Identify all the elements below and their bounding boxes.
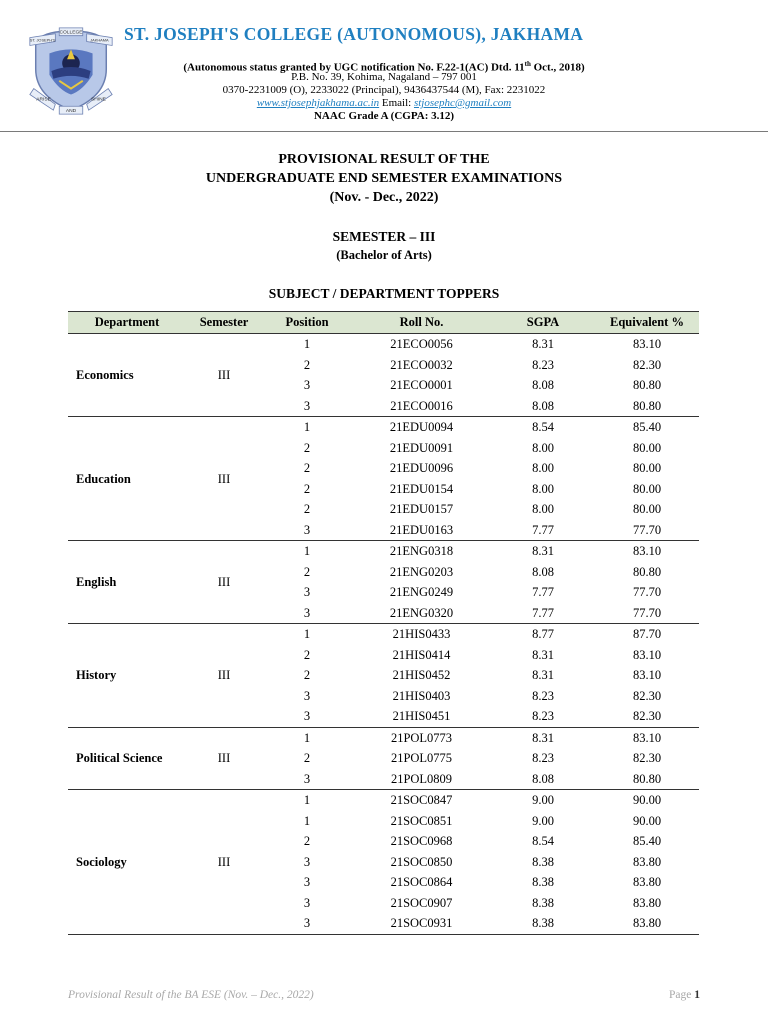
roll-no-cell: 21ENG0203 xyxy=(389,564,454,579)
roll-no-cell: 21POL0773 xyxy=(352,727,491,748)
position-cell: 2 xyxy=(303,440,311,455)
equivalent-cell: 82.30 xyxy=(632,357,662,372)
equivalent-cell: 80.80 xyxy=(632,564,662,579)
sgpa-cell: 8.00 xyxy=(532,481,554,496)
position-cell: 3 xyxy=(303,585,311,600)
roll-no-cell: 21HIS0451 xyxy=(352,706,491,727)
equivalent-cell: 83.80 xyxy=(632,875,662,890)
page-label: Page xyxy=(669,989,695,1001)
address: P.B. No. 39, Kohima, Nagaland – 797 001 xyxy=(291,71,477,83)
roll-no-cell: 21SOC0850 xyxy=(390,854,453,869)
sgpa-cell: 8.31 xyxy=(491,334,595,355)
equivalent-cell: 90.00 xyxy=(632,813,662,828)
autonomous-pre: (Autonomous status granted by UGC notification No. F.22-1(AC) Dtd. 11 xyxy=(183,61,525,74)
semester-cell: III xyxy=(186,334,262,417)
equivalent-cell: 80.00 xyxy=(632,461,662,476)
roll-no-cell: 21SOC0968 xyxy=(390,834,453,849)
equivalent-cell: 80.80 xyxy=(632,378,662,393)
roll-no-cell: 21EDU0094 xyxy=(352,417,491,438)
department-cell: English xyxy=(68,541,186,624)
roll-no-cell: 21EDU0157 xyxy=(389,502,454,517)
equivalent-cell: 80.80 xyxy=(595,769,699,790)
toppers-table xyxy=(68,311,699,935)
sgpa-cell: 8.23 xyxy=(532,751,554,766)
equivalent-cell: 83.10 xyxy=(595,541,699,562)
sgpa-cell: 8.31 xyxy=(491,727,595,748)
equivalent-cell: 87.70 xyxy=(595,624,699,645)
roll-no-cell: 21ENG0320 xyxy=(352,603,491,624)
table-row xyxy=(68,334,699,355)
position-cell: 3 xyxy=(262,913,352,934)
roll-no-cell: 21HIS0452 xyxy=(392,668,451,683)
col-header-department: Department xyxy=(68,312,186,334)
semester-cell: III xyxy=(186,790,262,935)
table-row xyxy=(68,727,699,748)
sgpa-cell: 8.54 xyxy=(491,417,595,438)
website-link[interactable]: www.stjosephjakhama.ac.in xyxy=(256,97,380,109)
logo-label-top: COLLEGE xyxy=(59,30,83,36)
page-number: 1 xyxy=(694,989,700,1001)
position-cell: 3 xyxy=(262,706,352,727)
table-body xyxy=(68,334,699,935)
table-row xyxy=(68,541,699,562)
sgpa-cell: 8.38 xyxy=(532,854,554,869)
position-cell: 2 xyxy=(303,834,311,849)
roll-no-cell: 21SOC0931 xyxy=(352,913,491,934)
position-cell: 3 xyxy=(303,378,311,393)
department-cell: Sociology xyxy=(68,790,186,935)
sgpa-cell: 8.31 xyxy=(491,541,595,562)
header-divider xyxy=(0,131,768,132)
sgpa-cell: 8.23 xyxy=(491,706,595,727)
department-cell: Political Science xyxy=(68,727,186,790)
semester-cell: III xyxy=(186,417,262,541)
autonomous-post: Oct., 2018) xyxy=(530,61,585,74)
title-line-1: PROVISIONAL RESULT OF THE xyxy=(278,152,490,167)
sgpa-cell: 8.38 xyxy=(532,875,554,890)
position-cell: 3 xyxy=(262,396,352,417)
position-cell: 1 xyxy=(262,624,352,645)
department-cell: Economics xyxy=(68,334,186,417)
position-cell: 2 xyxy=(303,502,311,517)
roll-no-cell: 21HIS0403 xyxy=(392,688,451,703)
equivalent-cell: 83.10 xyxy=(632,668,662,683)
position-cell: 2 xyxy=(303,481,311,496)
roll-no-cell: 21ECO0016 xyxy=(352,396,491,417)
sgpa-cell: 8.38 xyxy=(532,895,554,910)
roll-no-cell: 21HIS0414 xyxy=(392,647,451,662)
roll-no-cell: 21ENG0318 xyxy=(352,541,491,562)
sgpa-cell: 8.00 xyxy=(532,502,554,517)
position-cell: 1 xyxy=(262,541,352,562)
department-cell: Education xyxy=(68,417,186,541)
position-cell: 1 xyxy=(262,334,352,355)
roll-no-cell: 21SOC0864 xyxy=(390,875,453,890)
position-cell: 1 xyxy=(262,417,352,438)
email-link[interactable]: stjosephc@gmail.com xyxy=(413,97,512,109)
roll-no-cell: 21EDU0163 xyxy=(352,520,491,541)
semester-cell: III xyxy=(186,727,262,790)
col-header-sgpa: SGPA xyxy=(491,312,595,334)
equivalent-cell: 85.40 xyxy=(595,417,699,438)
logo-motto-left: ARISE xyxy=(36,97,51,103)
sgpa-cell: 7.77 xyxy=(532,585,554,600)
roll-no-cell: 21POL0775 xyxy=(390,751,453,766)
table-header-row xyxy=(68,312,699,334)
roll-no-cell: 21HIS0433 xyxy=(352,624,491,645)
logo-motto-right: SHINE xyxy=(90,97,106,103)
sgpa-cell: 8.00 xyxy=(532,440,554,455)
position-cell: 1 xyxy=(303,813,311,828)
position-cell: 2 xyxy=(303,357,311,372)
autonomous-sup: th xyxy=(524,60,531,68)
equivalent-cell: 77.70 xyxy=(595,520,699,541)
roll-no-cell: 21ECO0032 xyxy=(390,357,453,372)
equivalent-cell: 82.30 xyxy=(632,688,662,703)
position-cell: 2 xyxy=(303,647,311,662)
contact-line xyxy=(130,97,638,110)
section-heading: SUBJECT / DEPARTMENT TOPPERS xyxy=(268,286,500,301)
roll-no-cell: 21EDU0091 xyxy=(389,440,454,455)
sgpa-cell: 8.77 xyxy=(491,624,595,645)
equivalent-cell: 90.00 xyxy=(595,790,699,811)
roll-no-cell: 21ECO0056 xyxy=(352,334,491,355)
equivalent-cell: 83.80 xyxy=(595,913,699,934)
equivalent-cell: 77.70 xyxy=(632,585,662,600)
sgpa-cell: 8.08 xyxy=(532,378,554,393)
roll-no-cell: 21SOC0907 xyxy=(390,895,453,910)
semester-heading: SEMESTER – III xyxy=(332,229,436,244)
col-header-equivalent: Equivalent % xyxy=(595,312,699,334)
position-cell: 2 xyxy=(303,461,311,476)
roll-no-cell: 21ENG0249 xyxy=(389,585,454,600)
position-cell: 3 xyxy=(303,895,311,910)
title-line-3: (Nov. - Dec., 2022) xyxy=(329,190,439,205)
sgpa-cell: 8.23 xyxy=(532,688,554,703)
col-header-position: Position xyxy=(262,312,352,334)
position-cell: 3 xyxy=(262,603,352,624)
sgpa-cell: 8.00 xyxy=(532,461,554,476)
phone-numbers: 0370-2231009 (O), 2233022 (Principal), 9436437544 (M), Fax: 2231022 xyxy=(222,84,546,96)
position-cell: 3 xyxy=(303,688,311,703)
equivalent-cell: 83.10 xyxy=(595,334,699,355)
logo-motto-mid: AND xyxy=(65,109,77,115)
equivalent-cell: 80.00 xyxy=(632,440,662,455)
position-cell: 1 xyxy=(262,790,352,811)
position-cell: 3 xyxy=(262,769,352,790)
program-heading: (Bachelor of Arts) xyxy=(336,248,432,262)
naac-grade: NAAC Grade A (CGPA: 3.12) xyxy=(313,110,455,122)
roll-no-cell: 21SOC0851 xyxy=(390,813,453,828)
position-cell: 3 xyxy=(262,520,352,541)
position-cell: 2 xyxy=(303,751,311,766)
sgpa-cell: 8.08 xyxy=(532,564,554,579)
sgpa-cell: 7.77 xyxy=(491,603,595,624)
email-label: Email: xyxy=(379,97,414,109)
roll-no-cell: 21EDU0096 xyxy=(389,461,454,476)
sgpa-cell: 8.23 xyxy=(532,357,554,372)
table-row xyxy=(68,790,699,811)
equivalent-cell: 80.80 xyxy=(595,396,699,417)
college-name: ST. JOSEPH'S COLLEGE (AUTONOMOUS), JAKHAMA xyxy=(124,24,584,44)
position-cell: 2 xyxy=(303,668,311,683)
position-cell: 3 xyxy=(303,854,311,869)
roll-no-cell: 21POL0809 xyxy=(352,769,491,790)
col-header-semester: Semester xyxy=(186,312,262,334)
title-line-2: UNDERGRADUATE END SEMESTER EXAMINATIONS xyxy=(205,171,563,186)
roll-no-cell: 21ECO0001 xyxy=(390,378,453,393)
sgpa-cell: 7.77 xyxy=(491,520,595,541)
table-row xyxy=(68,624,699,645)
roll-no-cell: 21EDU0154 xyxy=(389,481,454,496)
equivalent-cell: 82.30 xyxy=(632,751,662,766)
equivalent-cell: 77.70 xyxy=(595,603,699,624)
sgpa-cell: 8.54 xyxy=(532,834,554,849)
equivalent-cell: 83.80 xyxy=(632,895,662,910)
equivalent-cell: 82.30 xyxy=(595,706,699,727)
logo-label-right: JAKHAMA xyxy=(90,37,109,43)
col-header-roll-no: Roll No. xyxy=(352,312,491,334)
table-row xyxy=(68,417,699,438)
equivalent-cell: 83.80 xyxy=(632,854,662,869)
page-indicator xyxy=(669,989,700,1001)
footer-caption: Provisional Result of the BA ESE (Nov. – Dec., 2022) xyxy=(68,989,314,1001)
position-cell: 1 xyxy=(262,727,352,748)
position-cell: 2 xyxy=(303,564,311,579)
sgpa-cell: 8.31 xyxy=(532,668,554,683)
logo-label-left: ST. JOSEPH'S xyxy=(29,37,56,43)
semester-cell: III xyxy=(186,541,262,624)
sgpa-cell: 9.00 xyxy=(491,790,595,811)
sgpa-cell: 9.00 xyxy=(532,813,554,828)
sgpa-cell: 8.38 xyxy=(491,913,595,934)
equivalent-cell: 85.40 xyxy=(632,834,662,849)
equivalent-cell: 83.10 xyxy=(595,727,699,748)
sgpa-cell: 8.31 xyxy=(532,647,554,662)
college-logo xyxy=(22,20,120,118)
equivalent-cell: 80.00 xyxy=(632,481,662,496)
position-cell: 3 xyxy=(303,875,311,890)
semester-cell: III xyxy=(186,624,262,728)
equivalent-cell: 83.10 xyxy=(632,647,662,662)
sgpa-cell: 8.08 xyxy=(491,396,595,417)
roll-no-cell: 21SOC0847 xyxy=(352,790,491,811)
department-cell: History xyxy=(68,624,186,728)
sgpa-cell: 8.08 xyxy=(491,769,595,790)
equivalent-cell: 80.00 xyxy=(632,502,662,517)
